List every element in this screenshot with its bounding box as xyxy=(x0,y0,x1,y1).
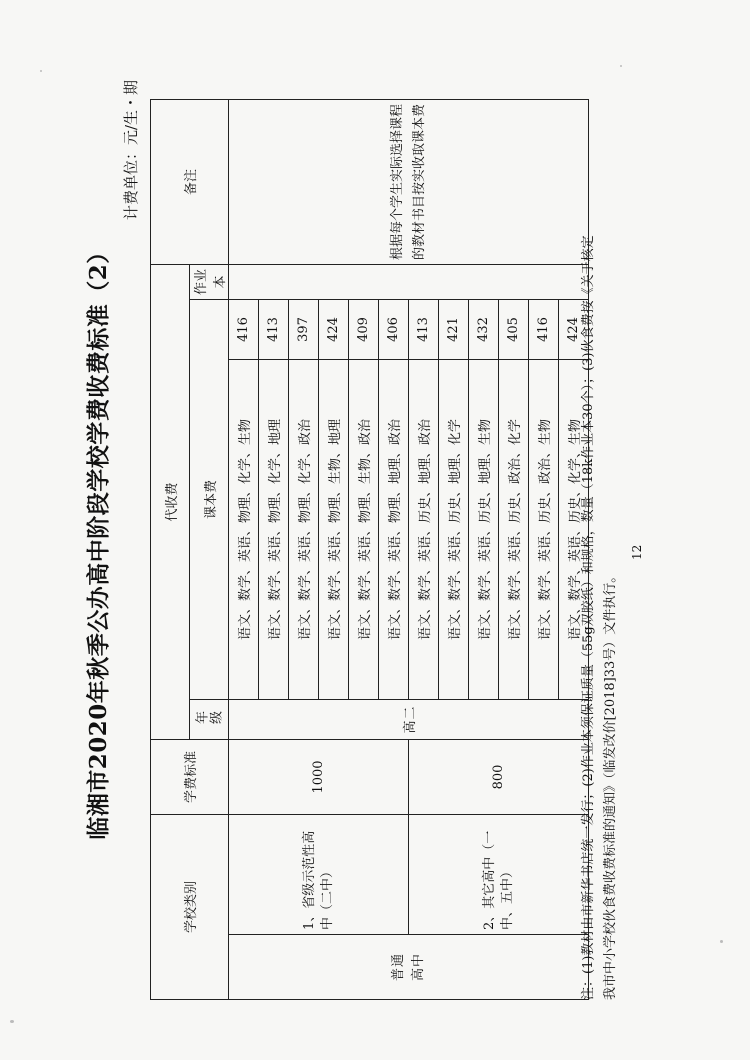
tuition-fee: 800 xyxy=(409,739,589,814)
header-workbook: 作业本 xyxy=(190,264,229,299)
remark-cell: 根据每个学生实际选择课程的教材书目按实收取课本费 xyxy=(229,99,589,264)
textbook-fee: 421 xyxy=(439,299,469,359)
textbook-subjects: 语文、数学、英语、物理、化学、地理 xyxy=(259,359,289,699)
textbook-fee: 413 xyxy=(409,299,439,359)
textbook-fee: 424 xyxy=(559,299,589,359)
textbook-subjects: 语文、数学、英语、历史、政治、生物 xyxy=(529,359,559,699)
rotated-document xyxy=(80,80,644,1000)
fee-table xyxy=(150,99,589,1000)
header-grade: 年级 xyxy=(190,699,229,739)
textbook-fee: 424 xyxy=(319,299,349,359)
header-school-type: 学校类别 xyxy=(151,814,229,999)
textbook-fee: 432 xyxy=(469,299,499,359)
textbook-subjects: 语文、数学、英语、物理、化学、政治 xyxy=(289,359,319,699)
header-textbook: 课本费 xyxy=(190,299,229,699)
workbook-cell xyxy=(229,264,589,299)
textbook-subjects: 语文、数学、英语、物理、生物、政治 xyxy=(349,359,379,699)
textbook-fee: 413 xyxy=(259,299,289,359)
grade-cell: 高二 xyxy=(229,699,589,739)
school-name: 1、省级示范性高中（二中） xyxy=(229,814,409,934)
header-remarks: 备注 xyxy=(151,99,229,264)
textbook-subjects: 语文、数学、英语、历史、地理、生物 xyxy=(469,359,499,699)
textbook-subjects: 语文、数学、英语、历史、政治、化学 xyxy=(499,359,529,699)
textbook-fee: 406 xyxy=(379,299,409,359)
school-name: 2、其它高中（一中、五中） xyxy=(409,814,589,934)
textbook-subjects: 语文、数学、英语、历史、地理、政治 xyxy=(409,359,439,699)
textbook-fee: 416 xyxy=(229,299,259,359)
textbook-subjects: 语文、数学、英语、历史、地理、化学 xyxy=(439,359,469,699)
category-cell: 普通高中 xyxy=(229,935,589,1000)
textbook-fee: 405 xyxy=(499,299,529,359)
textbook-subjects: 语文、数学、英语、物理、地理、政治 xyxy=(379,359,409,699)
table-row xyxy=(229,99,259,999)
textbook-subjects: 语文、数学、英语、物理、化学、生物 xyxy=(229,359,259,699)
textbook-subjects: 语文、数学、英语、历史、化学、生物 xyxy=(559,359,589,699)
footnote-line-2: 我市中小学校伙食费收费标准的通知》（临发改价[2018]33号）文件执行。 xyxy=(603,569,618,1000)
header-tuition: 学费标准 xyxy=(151,739,229,814)
textbook-fee: 409 xyxy=(349,299,379,359)
document-title: 临湘市2020年秋季公办高中阶段学校学费收费标准（2） xyxy=(85,240,112,840)
footnote-line-1: 注：(1)教材由市新华书店统一发行；(2)作业本须保证质量（55g双胶纸）和规格，数量（18k作业本30个）；(3)伙食费按《关于核定 xyxy=(581,235,596,1000)
textbook-subjects: 语文、数学、英语、物理、生物、地理 xyxy=(319,359,349,699)
footnote xyxy=(578,100,622,1000)
header-agency-fees: 代收费 xyxy=(151,264,190,739)
page-number: 12 xyxy=(630,544,644,560)
tuition-fee: 1000 xyxy=(229,739,409,814)
billing-unit: 计费单位：元/生・期 xyxy=(122,80,140,221)
textbook-fee: 416 xyxy=(529,299,559,359)
textbook-fee: 397 xyxy=(289,299,319,359)
